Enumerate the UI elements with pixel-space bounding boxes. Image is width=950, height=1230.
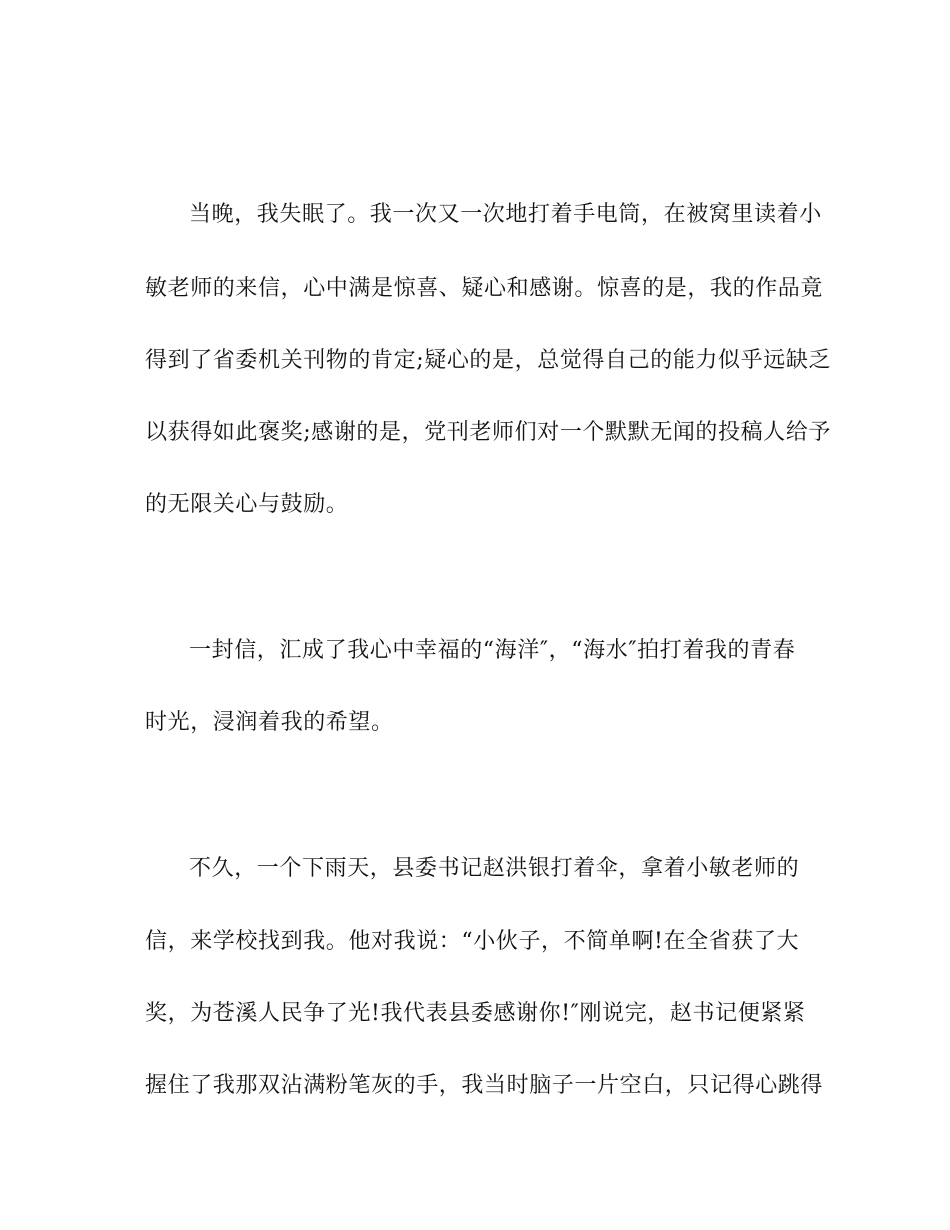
text-line: 敏老师的来信，心中满是惊喜、疑心和感谢。惊喜的是，我的作品竟 xyxy=(145,276,824,301)
text-line: 奖，为苍溪人民争了光!我代表县委感谢你!″刚说完，赵书记便紧紧 xyxy=(145,1001,806,1026)
text-line: 得到了省委机关刊物的肯定;疑心的是，总觉得自己的能力似乎远缺乏 xyxy=(145,348,832,373)
text-line: 不久，一个下雨天，县委书记赵洪银打着伞，拿着小敏老师的 xyxy=(189,856,800,881)
text-line: 信，来学校找到我。他对我说：“小伙子，不简单啊!在全省获了大 xyxy=(145,929,800,954)
text-line: 当晚，我失眠了。我一次又一次地打着手电筒，在被窝里读着小 xyxy=(189,202,822,227)
text-line: 的无限关心与鼓励。 xyxy=(145,492,349,517)
text-line: 一封信，汇成了我心中幸福的“海洋″，“海水″拍打着我的青春 xyxy=(189,638,796,663)
text-line: 以获得如此褒奖;感谢的是，党刊老师们对一个默默无闻的投稿人给予 xyxy=(145,420,832,445)
text-line: 握住了我那双沾满粉笔灰的手，我当时脑子一片空白，只记得心跳得 xyxy=(145,1073,824,1098)
text-line: 时光，浸润着我的希望。 xyxy=(145,710,394,735)
